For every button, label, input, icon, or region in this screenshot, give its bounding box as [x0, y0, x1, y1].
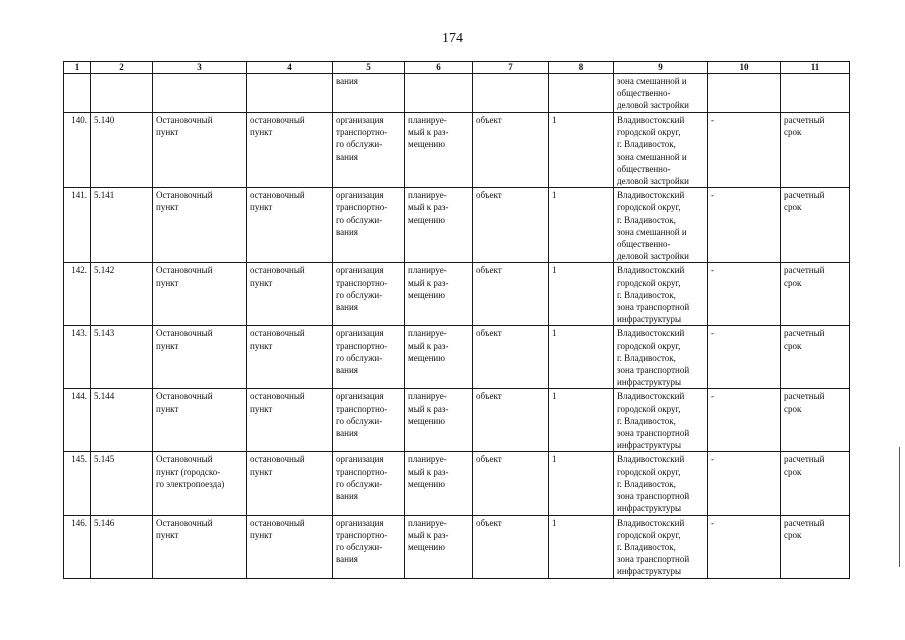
column-header-10: 10	[708, 62, 781, 74]
column-header-11: 11	[781, 62, 850, 74]
cell-c8: 1	[549, 188, 614, 263]
cell-c1: 141.	[64, 188, 91, 263]
cell-c9: Владивостокский городской округ, г. Владивосток, зона транспортной инфраструктуры	[614, 326, 708, 389]
page-number: 174	[442, 31, 463, 46]
cell-c4: остановочный пункт	[247, 515, 333, 578]
cell-c11: расчетный срок	[781, 326, 850, 389]
cell-c10: -	[708, 452, 781, 515]
cell-c9: Владивостокский городской округ, г. Владивосток, зона транспортной инфраструктуры	[614, 263, 708, 326]
table-body	[64, 74, 850, 579]
cell-c11: расчетный срок	[781, 389, 850, 452]
cell-c6	[405, 74, 473, 113]
cell-c6: планируе- мый к раз- мещению	[405, 389, 473, 452]
cell-c3: Остановочный пункт	[153, 188, 247, 263]
cell-c2: 5.143	[91, 326, 153, 389]
cell-c8: 1	[549, 515, 614, 578]
cell-c7	[473, 74, 549, 113]
cell-c3: Остановочный пункт	[153, 326, 247, 389]
cell-c6: планируе- мый к раз- мещению	[405, 113, 473, 188]
cell-c4: остановочный пункт	[247, 389, 333, 452]
cell-c6: планируе- мый к раз- мещению	[405, 515, 473, 578]
cell-c7: объект	[473, 326, 549, 389]
column-header-8: 8	[549, 62, 614, 74]
cell-c9: Владивостокский городской округ, г. Владивосток, зона смешанной и общественно- деловой застройки	[614, 188, 708, 263]
cell-c5: вания	[333, 74, 405, 113]
cell-c7: объект	[473, 452, 549, 515]
cell-c11	[781, 74, 850, 113]
table-row	[64, 389, 850, 452]
cell-c9: Владивостокский городской округ, г. Владивосток, зона транспортной инфраструктуры	[614, 452, 708, 515]
column-header-2: 2	[91, 62, 153, 74]
cell-c5: организация транспортно- го обслужи- вания	[333, 113, 405, 188]
cell-c11: расчетный срок	[781, 263, 850, 326]
table-row	[64, 515, 850, 578]
cell-c1	[64, 74, 91, 113]
cell-c9: Владивостокский городской округ, г. Владивосток, зона транспортной инфраструктуры	[614, 515, 708, 578]
cell-c9: зона смешанной и общественно- деловой застройки	[614, 74, 708, 113]
cell-c2: 5.145	[91, 452, 153, 515]
cell-c11: расчетный срок	[781, 113, 850, 188]
column-header-9: 9	[614, 62, 708, 74]
cell-c1: 146.	[64, 515, 91, 578]
table-header	[64, 62, 850, 74]
cell-c11: расчетный срок	[781, 515, 850, 578]
cell-c8: 1	[549, 263, 614, 326]
column-header-1: 1	[64, 62, 91, 74]
column-header-4: 4	[247, 62, 333, 74]
cell-c3: Остановочный пункт	[153, 515, 247, 578]
cell-c8: 1	[549, 389, 614, 452]
continuation-row	[64, 74, 850, 113]
cell-c1: 140.	[64, 113, 91, 188]
cell-c10: -	[708, 188, 781, 263]
cell-c4: остановочный пункт	[247, 263, 333, 326]
table-row	[64, 113, 850, 188]
cell-c4: остановочный пункт	[247, 452, 333, 515]
cell-c8: 1	[549, 113, 614, 188]
cell-c3: Остановочный пункт (городско- го электропоезда)	[153, 452, 247, 515]
cell-c3: Остановочный пункт	[153, 389, 247, 452]
scan-edge-mark	[899, 447, 900, 567]
cell-c2: 5.142	[91, 263, 153, 326]
cell-c1: 145.	[64, 452, 91, 515]
cell-c4: остановочный пункт	[247, 113, 333, 188]
cell-c10: -	[708, 113, 781, 188]
cell-c10: -	[708, 263, 781, 326]
cell-c7: объект	[473, 515, 549, 578]
cell-c10	[708, 74, 781, 113]
cell-c11: расчетный срок	[781, 452, 850, 515]
cell-c6: планируе- мый к раз- мещению	[405, 188, 473, 263]
cell-c10: -	[708, 326, 781, 389]
cell-c6: планируе- мый к раз- мещению	[405, 452, 473, 515]
cell-c6: планируе- мый к раз- мещению	[405, 326, 473, 389]
cell-c4: остановочный пункт	[247, 188, 333, 263]
column-header-7: 7	[473, 62, 549, 74]
cell-c8: 1	[549, 326, 614, 389]
cell-c3	[153, 74, 247, 113]
cell-c10: -	[708, 515, 781, 578]
cell-c7: объект	[473, 113, 549, 188]
table-row	[64, 263, 850, 326]
cell-c5: организация транспортно- го обслужи- вания	[333, 326, 405, 389]
planning-objects-table	[63, 61, 850, 579]
cell-c2: 5.140	[91, 113, 153, 188]
cell-c2	[91, 74, 153, 113]
column-header-5: 5	[333, 62, 405, 74]
cell-c11: расчетный срок	[781, 188, 850, 263]
cell-c5: организация транспортно- го обслужи- вания	[333, 389, 405, 452]
cell-c7: объект	[473, 188, 549, 263]
cell-c3: Остановочный пункт	[153, 113, 247, 188]
column-header-3: 3	[153, 62, 247, 74]
column-header-6: 6	[405, 62, 473, 74]
cell-c10: -	[708, 389, 781, 452]
cell-c5: организация транспортно- го обслужи- вания	[333, 515, 405, 578]
cell-c3: Остановочный пункт	[153, 263, 247, 326]
cell-c4	[247, 74, 333, 113]
cell-c7: объект	[473, 389, 549, 452]
header-row	[64, 62, 850, 74]
cell-c1: 144.	[64, 389, 91, 452]
cell-c5: организация транспортно- го обслужи- вания	[333, 452, 405, 515]
cell-c8	[549, 74, 614, 113]
cell-c7: объект	[473, 263, 549, 326]
cell-c9: Владивостокский городской округ, г. Владивосток, зона смешанной и общественно- деловой застройки	[614, 113, 708, 188]
cell-c4: остановочный пункт	[247, 326, 333, 389]
table-row	[64, 326, 850, 389]
cell-c6: планируе- мый к раз- мещению	[405, 263, 473, 326]
cell-c5: организация транспортно- го обслужи- вания	[333, 263, 405, 326]
cell-c2: 5.146	[91, 515, 153, 578]
cell-c8: 1	[549, 452, 614, 515]
cell-c9: Владивостокский городской округ, г. Владивосток, зона транспортной инфраструктуры	[614, 389, 708, 452]
cell-c5: организация транспортно- го обслужи- вания	[333, 188, 405, 263]
table-row	[64, 188, 850, 263]
cell-c1: 143.	[64, 326, 91, 389]
cell-c2: 5.141	[91, 188, 153, 263]
cell-c2: 5.144	[91, 389, 153, 452]
cell-c1: 142.	[64, 263, 91, 326]
table-row	[64, 452, 850, 515]
